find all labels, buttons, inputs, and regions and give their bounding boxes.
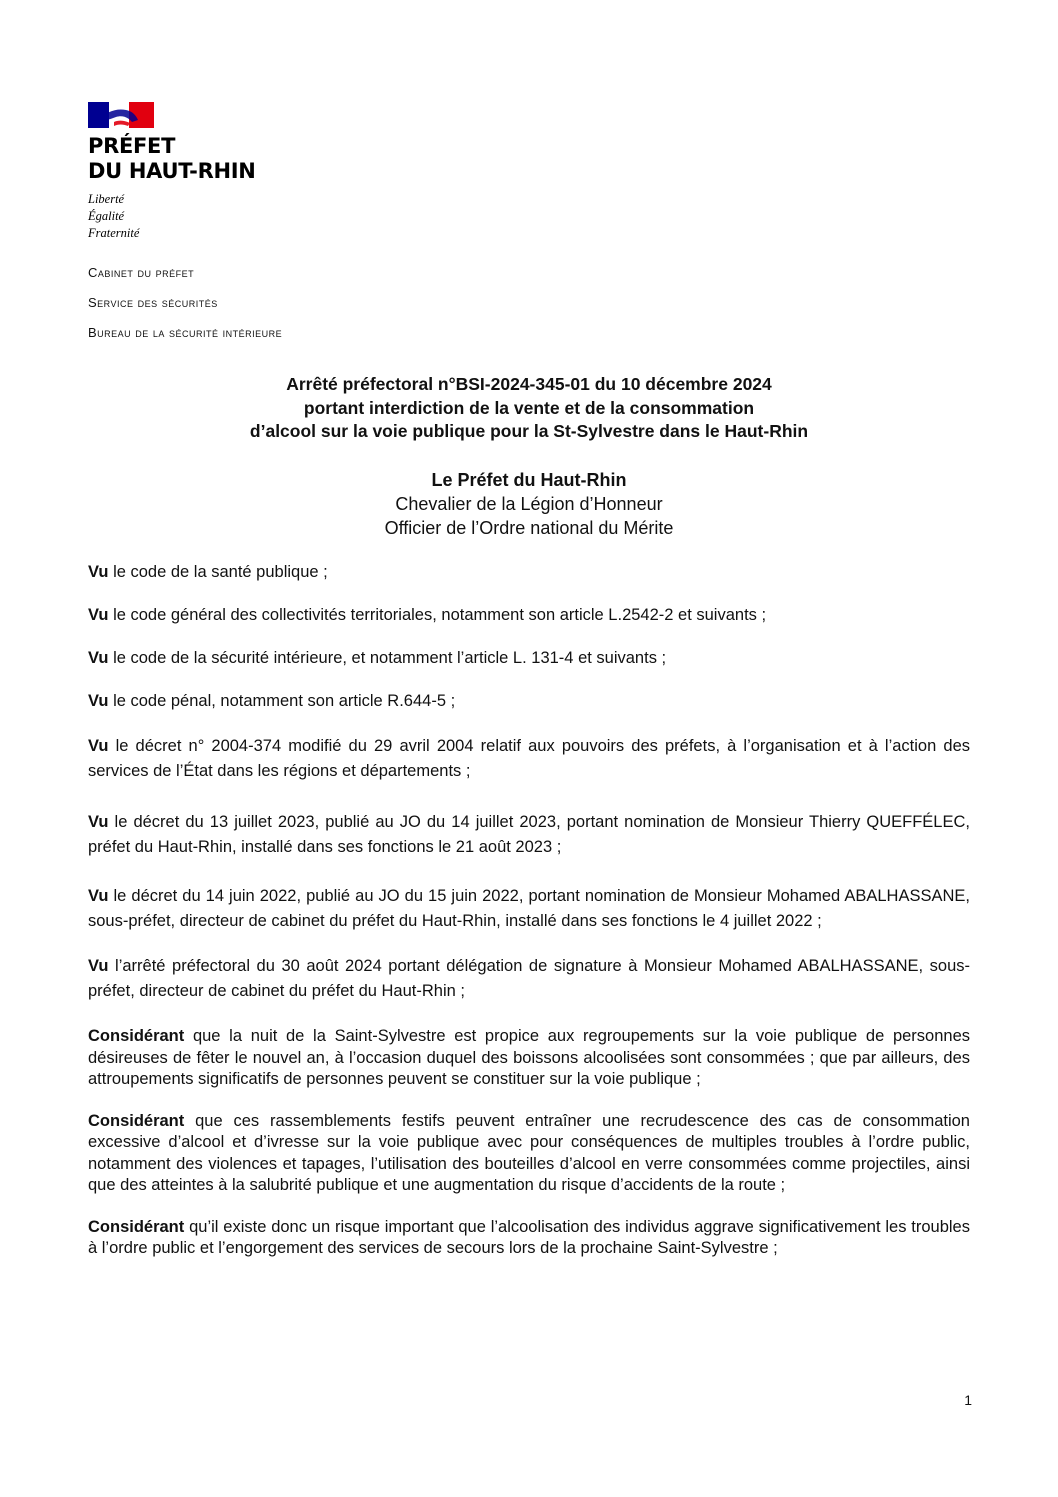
recital-paragraph: Considérant qu’il existe donc un risque important que l’alcoolisation des individus aggrave significativement les troubles à l’ordre public et l’engorgement des services de secours lors de la prochaine Saint-Sylvestre ; (88, 1217, 970, 1257)
prefect-distinction-1: Chevalier de la Légion d’Honneur (395, 494, 663, 514)
service-cabinet: Cabinet du préfet (88, 265, 195, 280)
service-securites: Service des sécurités (88, 295, 218, 310)
marianne-flag-logo (88, 102, 154, 128)
prefect-name: Le Préfet du Haut-Rhin (431, 470, 627, 490)
recital-paragraph: Considérant que la nuit de la Saint-Sylvestre est propice aux regroupements sur la voie publique de personnes désireuses de fêter le nouvel an, à l’occasion duquel des boissons alcoolisées sont consommées ; que par ailleurs, des attroupements significatifs de personnes peuvent se constituer sur la voie publique ; (88, 1027, 970, 1088)
issuing-services (88, 263, 282, 353)
visa-paragraph: Vu le décret du 13 juillet 2023, publié au JO du 14 juillet 2023, portant nomination de Monsieur Thierry QUEFFÉLEC, préfet du Haut-Rhin, installé dans ses fonctions le 21 août 2023 ; (88, 813, 970, 856)
header-title-line1: PRÉFET (88, 134, 176, 158)
decree-body (88, 560, 970, 1260)
motto-egalite: Égalité (88, 209, 125, 223)
decree-title-line3: d’alcool sur la voie publique pour la St-Sylvestre dans le Haut-Rhin (249, 421, 809, 441)
visa-paragraph: Vu le code de la santé publique ; (88, 563, 328, 581)
page-number: 1 (964, 1392, 972, 1408)
motto-fraternite: Fraternité (88, 226, 140, 240)
republic-motto (88, 191, 139, 242)
prefect-distinction-2: Officier de l’Ordre national du Mérite (384, 518, 674, 538)
visa-paragraph: Vu le code pénal, notamment son article R.644-5 ; (88, 692, 456, 710)
visa-paragraph: Vu le code général des collectivités territoriales, notamment son article L.2542-2 et suivants ; (88, 606, 767, 624)
prefect-header-title (88, 134, 256, 184)
header-title-line2: DU HAUT-RHIN (88, 159, 256, 183)
visa-paragraph: Vu le décret du 14 juin 2022, publié au JO du 15 juin 2022, portant nomination de Monsieur Mohamed ABALHASSANE, sous-préfet, directeur de cabinet du préfet du Haut-Rhin, installé dans ses fonctions le 4 juillet 2022 ; (88, 887, 970, 930)
decree-title-line2: portant interdiction de la vente et de la consommation (303, 397, 755, 418)
recital-paragraph: Considérant que ces rassemblements festifs peuvent entraîner une recrudescence des cas de consommation excessive d’alcool et d’ivresse sur la voie publique avec pour conséquences de multiples troubles à l’ordre public, notamment des violences et tapages, l’utilisation des bouteilles d’alcool en verre consommées comme projectiles, ainsi que des atteintes à la salubrité publique et une augmentation du risque d’accidents de la route ; (88, 1111, 970, 1194)
visa-paragraph: Vu le code de la sécurité intérieure, et notamment l’article L. 131-4 et suivants ; (88, 649, 667, 667)
decree-title (88, 373, 970, 444)
decree-title-line1: Arrêté préfectoral n°BSI-2024-345-01 du 10 décembre 2024 (286, 374, 772, 394)
service-bureau: Bureau de la sécurité intérieure (88, 325, 283, 340)
visa-paragraph: Vu le décret n° 2004-374 modifié du 29 avril 2004 relatif aux pouvoirs des préfets, à l’organisation et à l’action des services de l’État dans les régions et départements ; (88, 737, 970, 780)
motto-liberte: Liberté (88, 192, 125, 206)
prefect-identity (88, 468, 970, 540)
visa-paragraph: Vu l’arrêté préfectoral du 30 août 2024 portant délégation de signature à Monsieur Mohamed ABALHASSANE, sous-préfet, directeur de cabinet du préfet du Haut-Rhin ; (88, 957, 970, 1000)
